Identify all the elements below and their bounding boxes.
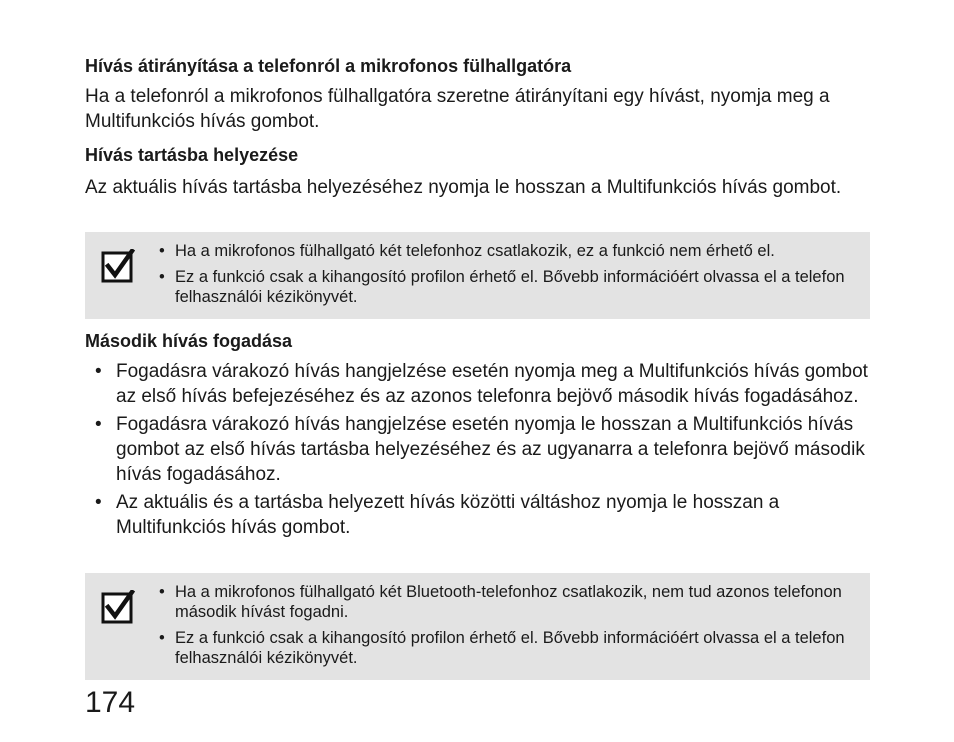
note-2-item: • Ha a mikrofonos fülhallgató két Bluetooth-telefonhoz csatlakozik, nem tud azonos telefonon második hívást fogadni.	[159, 582, 859, 622]
note-1-list	[159, 241, 859, 313]
heading-second-call: Második hívás fogadása	[85, 331, 293, 351]
note-1-item: • Ez a funkció csak a kihangosító profilon érhető el. Bővebb információért olvassa el a telefon felhasználói kézikönyvét.	[159, 267, 859, 307]
page-number: 174	[85, 686, 136, 719]
heading-hold-call: Hívás tartásba helyezése	[85, 145, 299, 165]
note-2-list	[159, 582, 859, 674]
checkbox-check-icon	[101, 590, 135, 624]
paragraph-redirect-call: Ha a telefonról a mikrofonos fülhallgatóra szeretne átirányítani egy hívást, nyomja meg a Multifunkciós hívás gombot.	[85, 86, 830, 132]
note-box-1	[85, 232, 870, 319]
checkbox-check-icon	[101, 249, 135, 283]
note-1-item: • Ha a mikrofonos fülhallgató két telefonhoz csatlakozik, ez a funkció nem érhető el.	[159, 241, 859, 261]
paragraph-hold-call: Az aktuális hívás tartásba helyezéséhez nyomja le hosszan a Multifunkciós hívás gombot.	[85, 177, 842, 198]
note-2-item: • Ez a funkció csak a kihangosító profilon érhető el. Bővebb információért olvassa el a telefon felhasználói kézikönyvét.	[159, 628, 859, 668]
second-call-bullet-list	[95, 359, 870, 543]
heading-redirect-call: Hívás átirányítása a telefonról a mikrofonos fülhallgatóra	[85, 56, 572, 76]
bullet-item: • Fogadásra várakozó hívás hangjelzése esetén nyomja le hosszan a Multifunkciós hívás gombot az első hívás tartásba helyezéséhez és az ugyanarra a telefonra bejövő második hívás fogadásához.	[95, 412, 870, 487]
note-box-2	[85, 573, 870, 680]
bullet-item: • Fogadásra várakozó hívás hangjelzése esetén nyomja meg a Multifunkciós hívás gombot az első hívás befejezéséhez és az azonos telefonra bejövő második hívás fogadásához.	[95, 359, 870, 409]
bullet-item: • Az aktuális és a tartásba helyezett hívás közötti váltáshoz nyomja le hosszan a Multifunkciós hívás gombot.	[95, 490, 870, 540]
